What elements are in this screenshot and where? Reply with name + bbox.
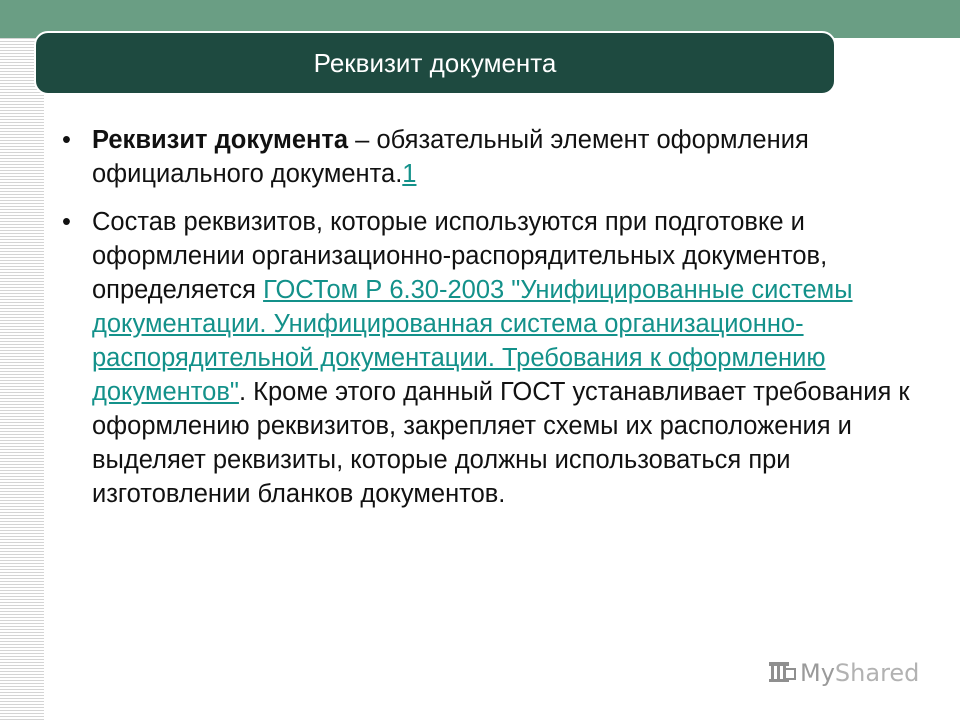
gost-after-text: . Кроме этого данный ГОСТ устанавливает требования к оформлению реквизитов, закрепляет схемы их расположения и выделяет реквизиты, которые должны использоваться при изготовлении бланков документов. xyxy=(92,378,910,508)
gost-link[interactable]: ГОСТом Р 6.30-2003 "Унифицированные системы документации. Унифицированная система организационно-распорядительной документации. Требования к оформлению документов" xyxy=(92,276,853,406)
logo-text-shared: Shared xyxy=(834,659,920,687)
logo-text xyxy=(800,659,919,687)
footnote-link[interactable]: 1 xyxy=(402,160,417,188)
bullet-item-gost xyxy=(62,205,922,511)
myshared-logo xyxy=(768,659,919,687)
definition-text: – обязательный элемент оформления официального документа. xyxy=(92,126,809,188)
left-stripe-decoration xyxy=(0,38,44,720)
slide-title: Реквизит документа xyxy=(313,47,557,78)
term-bold: Реквизит документа xyxy=(92,126,349,154)
bullet-item-definition xyxy=(62,123,922,191)
bullet-icon: • xyxy=(62,208,71,236)
gost-intro-text: Состав реквизитов, которые используются при подготовке и оформлении организационно-распорядительных документов, определяется xyxy=(92,208,828,304)
logo-text-my: My xyxy=(800,659,835,687)
myshared-logo-icon xyxy=(768,660,796,686)
bullet-list xyxy=(62,123,922,525)
bullet-icon: • xyxy=(62,126,71,154)
slide-title-bar xyxy=(34,31,836,95)
